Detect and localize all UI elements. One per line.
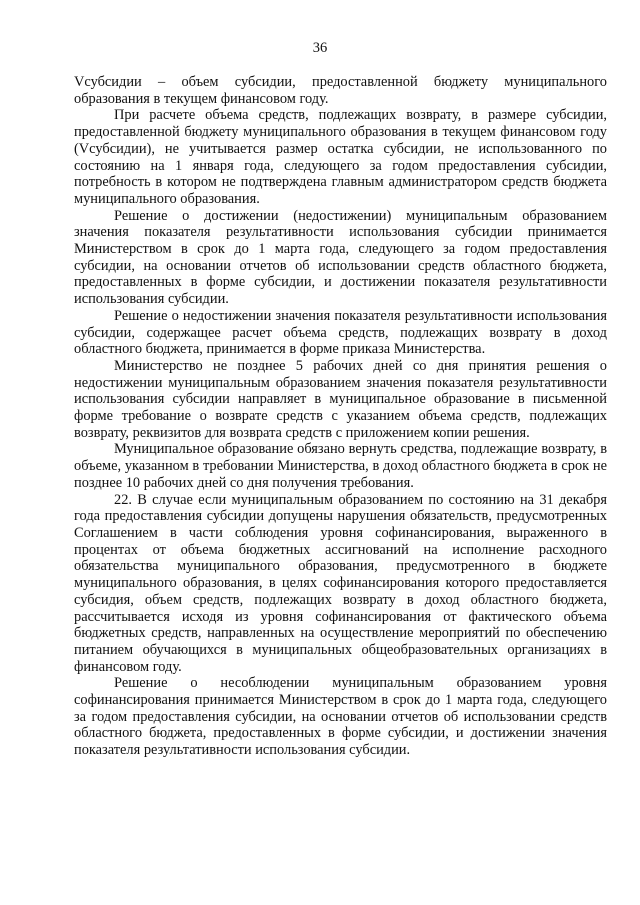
paragraph-non-achievement-decision: Решение о недостижении значения показателя результативности использования субсидии, содержащее расчет объема средств, подлежащих возврату в доход областного бюджета, принимается в форме приказа Министерства.: [74, 307, 607, 358]
paragraph-item-22: 22. В случае если муниципальным образованием по состоянию на 31 декабря года предоставления субсидии допущены нарушения обязательств, предусмотренных Соглашением в части соблюдения уровня софинансирования, выраженного в процентах от объема бюджетных ассигнований на исполнение расходного обязательства муниципального образования, предусмотренного в бюджете муниципального образования, в целях софинансирования которого предоставляется субсидия, объем средств, подлежащих возврату в доход областного бюджета, рассчитывается исходя из уровня софинансирования от фактического объема бюджетных средств, направленных на осуществление мероприятий по обеспечению питанием обучающихся в муниципальных общеобразовательных организациях в финансовом году.: [74, 491, 607, 675]
paragraph-vsubsidii-definition: Vсубсидии – объем субсидии, предоставленной бюджету муниципального образования в текущем финансовом году.: [74, 74, 607, 107]
paragraph-return-calculation: При расчете объема средств, подлежащих возврату, в размере субсидии, предоставленной бюджету муниципального образования в текущем финансовом году (Vсубсидии), не учитывается размер остатка субсидии, не использованного по состоянию на 1 января года, следующего за годом предоставления субсидии, потребность в котором не подтверждена главным администратором средств бюджета муниципального образования.: [74, 107, 607, 207]
paragraph-return-obligation: Муниципальное образование обязано вернуть средства, подлежащие возврату, в объеме, указанном в требовании Министерства, в доход областного бюджета в срок не позднее 10 рабочих дней со дня получения требования.: [74, 441, 607, 491]
paragraph-cofinancing-decision: Решение о несоблюдении муниципальным образованием уровня софинансирования принимается Министерством в срок до 1 марта года, следующего за годом предоставления субсидии, на основании отчетов об использовании средств областного бюджета, предоставленных в форме субсидии, и достижении значения показателя результативности использования субсидии.: [74, 675, 607, 759]
paragraph-return-requirement: Министерство не позднее 5 рабочих дней со дня принятия решения о недостижении муниципальным образованием значения показателя результативности использования субсидии направляет в муниципальное образование в письменной форме требование о возврате средств с указанием объема средств, подлежащих возврату, реквизитов для возврата средств с приложением копии решения.: [74, 357, 607, 441]
document-body: [74, 74, 607, 759]
paragraph-achievement-decision: Решение о достижении (недостижении) муниципальным образованием значения показателя результативности использования субсидии принимается Министерством в срок до 1 марта года, следующего за годом предоставления субсидии, на основании отчетов об использовании средств областного бюджета, предоставленных в форме субсидии, и достижении показателя результативности использования субсидии.: [74, 207, 607, 308]
page-number: 36: [312, 40, 328, 56]
